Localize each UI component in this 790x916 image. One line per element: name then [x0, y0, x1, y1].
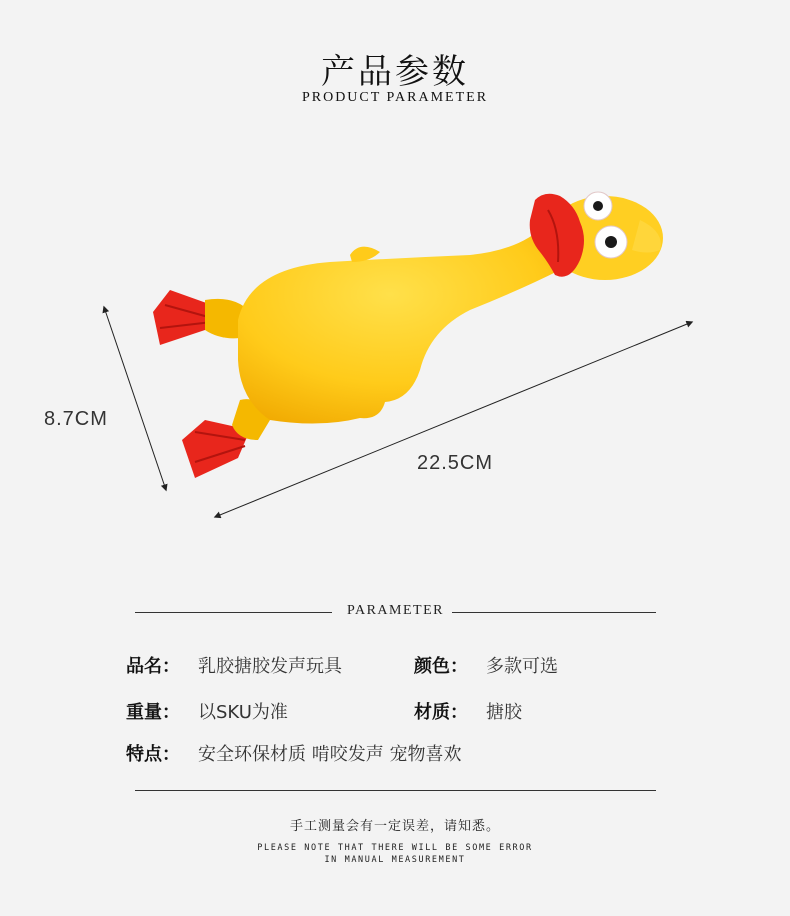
parameter-divider	[135, 602, 656, 622]
page-title: 产品参数	[321, 52, 469, 92]
spec-color-value: 多款可选	[486, 656, 558, 677]
measurement-note-cn: 手工测量会有一定误差，请知悉。	[289, 819, 500, 834]
upper-foot	[153, 290, 212, 345]
height-dimension-label: 8.7CM	[44, 408, 108, 430]
spec-material	[414, 698, 522, 724]
spec-features	[126, 740, 461, 766]
measurement-note-en-line2: IN MANUAL MEASUREMENT	[324, 855, 466, 865]
spec-material-key: 材质：	[414, 702, 468, 723]
product-image	[0, 170, 790, 530]
spec-material-value: 搪胶	[486, 702, 522, 723]
page-subtitle: PRODUCT PARAMETER	[301, 90, 489, 105]
spec-features-value: 安全环保材质 啃咬发声 宠物喜欢	[198, 744, 462, 765]
spec-features-key: 特点：	[126, 744, 180, 765]
spec-name-key: 品名：	[126, 656, 180, 677]
measurement-note-en-line1: PLEASE NOTE THAT THERE WILL BE SOME ERROR	[257, 843, 533, 853]
divider-line-right	[452, 612, 656, 613]
rubber-chicken	[153, 192, 663, 478]
chicken-body	[238, 225, 576, 424]
measurement-note-en	[0, 842, 790, 866]
spec-weight	[126, 698, 288, 724]
height-dimension-arrow	[104, 307, 166, 490]
spec-name	[126, 652, 342, 678]
length-dimension-label: 22.5CM	[417, 452, 494, 474]
spec-color-key: 颜色：	[414, 656, 468, 677]
bottom-divider	[135, 790, 656, 791]
parameter-section-label: PARAMETER	[346, 603, 444, 618]
spec-color	[414, 652, 558, 678]
spec-name-value: 乳胶搪胶发声玩具	[198, 656, 342, 677]
spec-weight-value: 以SKU为准	[198, 702, 288, 723]
spec-weight-key: 重量：	[126, 702, 180, 723]
